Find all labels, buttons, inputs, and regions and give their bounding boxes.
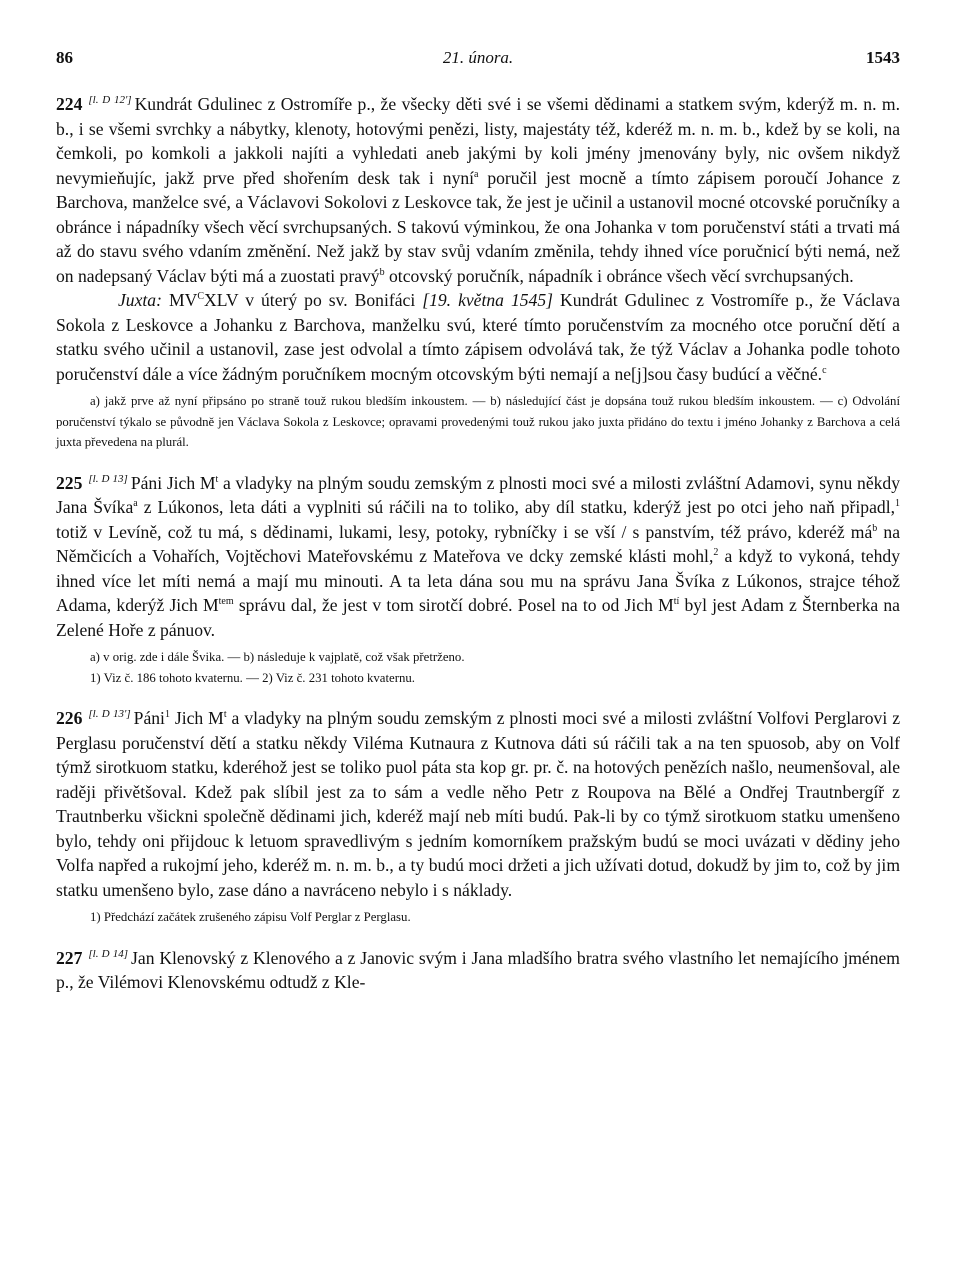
- footnotes: [56, 647, 900, 688]
- footnotes: [56, 907, 900, 928]
- folio-signature: [l. D 13']: [88, 708, 131, 721]
- juxta-paragraph: [56, 288, 900, 386]
- footnote-line: a) jakž prve až nyní připsáno po straně touž rukou bledším inkoustem. — b) následující část je dopsána touž rukou bledším inkoustem. — c) Odvolání poručenství týkalo se původně jen Václava Sokola z Leskovce; opravami provedenými touž rukou jako juxta přidáno do textu i jméno Johanky z Barchova a celá juxta převedena na plurál.: [56, 394, 900, 449]
- entry-text: a když to vykoná, tehdy ihned více let míti nemá a mají mu minouti. A ta leta dána sou mu na správu Jana Švíka z Lúkonos, strajce téhož Adama, kderýž Jich M: [56, 546, 900, 615]
- entry-text: a vladyky na plným soudu zemským z plnosti moci své a milosti zvláštní Adamovi, synu někdy Jana Švíka: [56, 472, 901, 517]
- entry-body: [56, 946, 900, 995]
- header-year: 1543: [866, 48, 900, 67]
- footnote-line: 1) Viz č. 186 tohoto kvaternu. — 2) Viz č. 231 tohoto kvaternu.: [90, 670, 415, 685]
- note-mark: b: [379, 266, 385, 278]
- entry-225: [56, 471, 900, 689]
- superscript: tem: [218, 596, 234, 608]
- folio-signature: [l. D 13]: [88, 472, 128, 485]
- entry-text: a vladyky na plným soudu zemským z plnosti moci své a milosti zvláštní Volfovi Perglarovi z Perglasu poručenství dětí a statku někdy Viléma Kutnaura z Kutnova dáti sú ráčili tak a na ten spuosob, aby on Volf týmž sirotkuom statku, kderéhož jest se toliko puol páta sta kop gr. pr. č. na hotových penězích našlo, neumenšoval, ale raději přivětšoval. Kdež pak slíbil jest za to sám a vedle něho Petr z Roupova na Bělé a Ondřej Trautnbergíř z Trautnberku všickni společně dědinami jich, kderéž mají neb míti budú. Pak-li by co týmž sirotkuom statku umenšeno bylo, tehdy oni přijdouc k letuom spravedlivým s jedním komorníkem pražským budú se moci uvázati v dědiny jeho Volfa napřed a rukojmí jeho, kderéž m. n. m. b., a ty budú moci držeti a jich užívati dotud, dokudž by jim to, což by jim statku umenšeno bylo, zase dáno a navráceno nebylo i s náklady.: [56, 708, 900, 900]
- entry-body: [56, 471, 900, 643]
- entry-number: 225: [56, 472, 83, 493]
- entry-text: Páni: [133, 708, 165, 728]
- entry-text: z Lúkonos, leta dáti a vyplniti sú ráčili na to toliko, aby díl statku, kderýž jest po otci jeho naň připadl,: [137, 497, 895, 517]
- entry-text: Páni Jich M: [130, 472, 216, 493]
- running-header: [56, 48, 900, 74]
- juxta-label: Juxta:: [118, 290, 162, 310]
- entry-body: [56, 706, 900, 902]
- folio-signature: [l. D 14]: [88, 947, 129, 960]
- superscript: t: [223, 709, 227, 721]
- entry-text: Jich M: [169, 708, 224, 728]
- note-mark: a: [474, 168, 479, 180]
- juxta-text: XLV v úterý po sv. Bonifáci: [204, 290, 423, 310]
- note-mark: a: [133, 498, 138, 510]
- entry-text: na Němčicích a Vohařích, Vojtěchovi Mateřovskému z Mateřova ve dcky zemské klásti mohl,: [56, 521, 900, 566]
- juxta-text: MV: [161, 290, 198, 310]
- entry-text: totiž v Levíně, což tu má, s dědinami, lukami, lesy, potoky, rybníčky i se vší / s panstvím, též právo, kderéž má: [56, 521, 873, 542]
- superscript: tí: [673, 596, 680, 608]
- entry-number: 227: [56, 947, 83, 968]
- entry-text: Kundrát Gdulinec z Ostromíře p., že všecky děti své i se všemi dědinami a statkem svým, kderýž m. n. m. b., i se všemi svrchky a nábytky, klenoty, hotovými penězi, listy, majestáty též, kderéž m. n. m. b., kdež by se koli, na čemkoli, po komkoli a jakkoli najíti a vyhledati aneb jakými by koli jmény jmenovány byly, nic ovšem nikdyž nevymieňujíc, jakž prve před shořením desk tak i nyní: [56, 94, 900, 188]
- entry-number: 226: [56, 708, 83, 728]
- note-mark: c: [822, 364, 827, 376]
- superscript: C: [197, 291, 204, 303]
- footnote-ref: 2: [713, 547, 719, 559]
- note-mark: b: [872, 522, 878, 534]
- entry-text: otcovský poručník, nápadník i obránce všech věcí svrchupsaných.: [384, 265, 854, 286]
- superscript: t: [215, 473, 219, 485]
- entry-text: poručil jest mocně a tímto zápisem poroučí Johance z Barchova, manželce své, a Václavovi Sokolovi z Leskovce tak, že jest je učinil a ustanovil mocné otcovské poručníky a obránce i nápadníky všech věcí svrchupsaných. S takovú výminkou, že ona Johanka v tom poručenství státi a trvati má až do stavu svého vdaním změnění. Než jakž by stav svůj vdaním změnila, tehdy ihned více poručnicí býti nemá, než on nadepsaný Václav býti má a zuostati pravý: [56, 167, 900, 286]
- footnote-ref: 1: [895, 498, 900, 510]
- entry-226: [56, 706, 900, 928]
- entry-number: 224: [56, 94, 83, 114]
- entry-text: správu dal, že jest v tom sirotčí dobré. Posel na to od Jich M: [233, 595, 674, 615]
- footnote-line: a) v orig. zde i dále Švika. — b) následuje k vajplatě, což však přetrženo.: [90, 650, 465, 664]
- entry-224: [56, 92, 900, 453]
- page-number: 86: [56, 48, 73, 67]
- entry-body: [56, 92, 900, 288]
- juxta-text: Kundrát Gdulinec z Vostromíře p., že Václava Sokola z Leskovce a Johanku z Barchova, manželku svú, které tímto poručenstvím za mocného otce poruční dětí a statku svého učinil a ustanovil, zase jest odvolal a tímto zápisem odvolává tak, že týž Václav a Johanka podle tohoto poručenství dále a více žádným poručníkem mocným otcovským býti nemají a ne[j]sou časy budúcí a věčné.: [56, 290, 901, 384]
- entry-text: Jan Klenovský z Klenového a z Janovic svým i Jana mladšího bratra svého vlastního let nemajícího jménem p., že Vilémovi Klenovskému odtudž z Kle-: [56, 947, 900, 992]
- entry-227: [56, 946, 900, 995]
- header-date: 21. února.: [442, 48, 514, 67]
- folio-signature: [l. D 12']: [88, 94, 132, 107]
- footnote-ref: 1: [164, 709, 170, 721]
- juxta-date: [19. května 1545]: [422, 290, 554, 310]
- entry-text: byl jest Adam z Šternberka na Zelené Hoře z pánuov.: [56, 595, 900, 640]
- footnotes: [56, 391, 900, 453]
- footnote-line: 1) Předchází začátek zrušeného zápisu Volf Perglar z Perglasu.: [90, 910, 411, 924]
